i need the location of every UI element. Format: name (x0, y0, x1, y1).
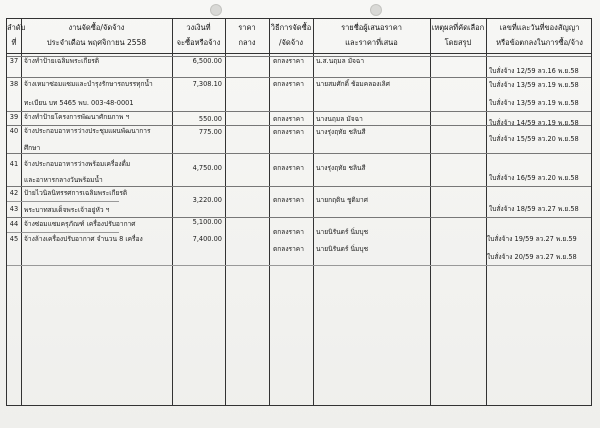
row-number: 38 (9, 80, 19, 88)
row-bidder: นายนิรันดร์ นิ่มบุช (316, 245, 369, 253)
row-work: จ้างเหมาซ่อมแซมและบำรุงรักษารถบรรทุกน้ำ (24, 80, 153, 88)
row-work: จ้างซ่อมแซมครุภัณฑ์ เครื่องปรับอากาศ (24, 220, 136, 228)
row-method: ตกลงราคา (273, 115, 304, 123)
row-work-line2: และอาหารกลางวันพร้อมน้ำ (24, 176, 103, 184)
row-work: จ้างทำป้ายเฉลิมพระเกียรติ (24, 57, 100, 65)
header-bidders: รายชื่อผู้เสนอราคา และราคาที่เสนอ (341, 23, 402, 47)
row-number: 44 (9, 220, 19, 228)
row-method: ตกลงราคา (273, 57, 304, 65)
row-amount: 6,500.00 (192, 57, 222, 65)
punch-hole (370, 4, 382, 16)
row-work-line2: ศึกษา (24, 144, 41, 152)
header-budget: วงเงินที่ จะซื้อหรือจ้าง (176, 23, 221, 47)
procurement-table (6, 18, 592, 406)
row-amount: 550.00 (198, 115, 222, 123)
row-amount: 7,400.00 (192, 235, 222, 243)
row-method: ตกลงราคา (273, 80, 304, 88)
row-bidder: นางรุ่งฤทัย ชลินสี (316, 164, 366, 172)
row-work: จ้างประกอบอาหารว่างประชุมแผนพัฒนาการ (24, 127, 151, 135)
row-method: ตกลงราคา (273, 196, 304, 204)
row-contract: ใบสั่งจ้าง 13/59 ลว.19 พ.ย.58 (489, 81, 579, 89)
row-number: 37 (9, 57, 19, 65)
header-work: งานจัดซื้อ/จัดจ้าง ประจำเดือน พฤศจิกายน 2558 (46, 23, 147, 47)
row-amount: 5,100.00 (192, 218, 222, 226)
row-contract: ใบสั่งจ้าง 14/59 ลว.19 พ.ย.58 (489, 119, 579, 127)
row-contract: ใบสั่งจ้าง 20/59 ลว.27 พ.ย.58 (487, 253, 577, 261)
row-method: ตกลงราคา (273, 245, 304, 253)
row-bidder: นางรุ่งฤทัย ชลินสี (316, 128, 366, 136)
header-median-price: ราคา กลาง (238, 23, 256, 47)
row-amount: 775.00 (198, 128, 222, 136)
row-bidder: นายนิรันดร์ นิ่มบุช (316, 228, 369, 236)
row-work: จ้างประกอบอาหารว่างพร้อมเครื่องดื่ม (24, 160, 131, 168)
header-reason: เหตุผลที่คัดเลือก โดยสรุป (431, 23, 485, 47)
row-method: ตกลงราคา (273, 164, 304, 172)
row-amount: 4,750.00 (192, 164, 222, 172)
header-contract: เลขที่และวันที่ของสัญญา หรือข้อตกลงในการซื้อ/จ้าง (496, 23, 583, 47)
header-no: ลำดับ ที่ (7, 23, 26, 47)
row-bidder: นายกฤติน ชูติมาศ (316, 196, 368, 204)
row-number: 40 (9, 127, 19, 135)
row-method: ตกลงราคา (273, 128, 304, 136)
row-contract: ใบสั่งจ้าง 12/59 ลว.16 พ.ย.58 (489, 67, 579, 75)
row-bidder: นายสมศักดิ์ ช้อมคลองเลิศ (316, 80, 390, 88)
header-method: วิธีการจัดซื้อ /จัดจ้าง (270, 23, 312, 47)
row-method: ตกลงราคา (273, 228, 304, 236)
row-bidder: น.ส.นฤมล มัจฉา (316, 57, 365, 65)
punch-hole (210, 4, 222, 16)
row-number: 39 (9, 113, 19, 121)
row-number: 41 (9, 160, 19, 168)
row-amount: 3,220.00 (192, 196, 222, 204)
row-work: จ้างล้างเครื่องปรับอากาศ จำนวน 8 เครื่อง (24, 235, 143, 243)
row-number: 45 (9, 235, 19, 243)
row-number: 42 (9, 189, 19, 197)
row-contract-2: ใบสั่งจ้าง 13/59 ลว.19 พ.ย.58 (489, 99, 579, 107)
row-contract: ใบสั่งจ้าง 19/59 ลว.27 พ.ย.59 (487, 235, 577, 243)
row-contract: ใบสั่งจ้าง 16/59 ลว.20 พ.ย.58 (489, 174, 579, 182)
row-number: 43 (9, 205, 19, 213)
row-contract: ใบสั่งจ้าง 18/59 ลว.27 พ.ย.58 (489, 205, 579, 213)
row-work-line2: ทะเบียน บท 5465 พบ. 003-48-0001 (24, 99, 134, 107)
row-bidder: นางนฤมล มัจฉา (316, 115, 363, 123)
row-work: ป้ายไวนิลนิทรรศการเฉลิมพระเกียรติ (24, 189, 128, 197)
row-work: พระบาทสมเด็จพระเจ้าอยู่หัว ฯ (24, 206, 110, 214)
row-work: จ้างทำป้ายโครงการพัฒนาศักยภาพ ฯ (24, 113, 130, 121)
row-amount: 7,308.10 (192, 80, 222, 88)
row-contract: ใบสั่งจ้าง 15/59 ลว.20 พ.ย.58 (489, 135, 579, 143)
